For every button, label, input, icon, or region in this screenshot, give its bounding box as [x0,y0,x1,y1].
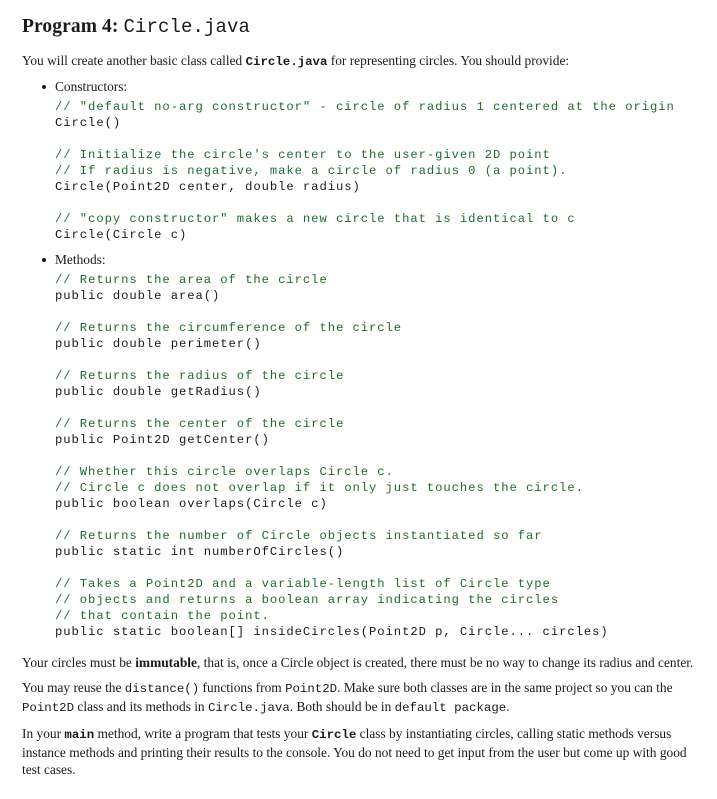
constructors-code-block [55,99,698,243]
para3-c2: Circle [311,728,357,742]
para2-c3: Point2D [22,701,75,715]
constructor-block [55,147,698,195]
code-comment-line: // Circle c does not overlap if it only just touches the circle. [55,481,584,495]
program-heading [22,16,698,38]
method-block [55,320,698,352]
code-signature-line: public static boolean[] insideCircles(Point2D p, Circle... circles) [55,625,609,639]
code-comment-line: // Returns the number of Circle objects instantiated so far [55,529,543,543]
intro-paragraph [22,52,698,71]
code-comment-line: // Takes a Point2D and a variable-length list of Circle type [55,577,551,591]
reuse-paragraph [22,679,698,717]
method-block [55,272,698,304]
code-comment-line: // Initialize the circle's center to the user-given 2D point [55,148,551,162]
para3-s1: In your [22,726,65,741]
code-comment-line: // Returns the center of the circle [55,417,345,431]
code-signature-line: public boolean overlaps(Circle c) [55,497,328,511]
para2-s4: class and its methods in [74,699,208,714]
method-block [55,416,698,448]
methods-code-block [55,272,698,640]
code-comment-line: // that contain the point. [55,609,270,623]
constructor-block [55,99,698,131]
code-comment-line: // Returns the circumference of the circle [55,321,403,335]
immutable-paragraph [22,654,698,671]
requirements-list [22,78,698,95]
para2-s6: . [506,699,510,714]
code-signature-line: Circle(Point2D center, double radius) [55,180,361,194]
heading-prefix: Program 4: [22,16,124,37]
code-comment-line: // Returns the radius of the circle [55,369,345,383]
code-signature-line: public double getRadius() [55,385,262,399]
para3-c1: main [64,728,95,742]
constructors-bullet [22,78,698,95]
code-comment-line: // If radius is negative, make a circle of radius 0 (a point). [55,164,568,178]
code-signature-line: public double area() [55,289,221,303]
para2-c4: Circle.java [207,701,290,715]
constructor-block [55,211,698,243]
para3-s3: class by instantiating circles, calling static methods versus instance methods and printing their results to the console. You do not need to get input from the user but come up with good test cases. [22,726,687,777]
para1-after: , that is, once a Circle object is created, there must be no way to change its radius and center. [196,655,694,670]
para2-c1: distance() [124,682,200,696]
intro-code: Circle.java [245,55,328,69]
method-block [55,464,698,512]
para2-s2: functions from [199,680,286,695]
para1-strong: immutable [135,655,197,670]
code-comment-line: // Returns the area of the circle [55,273,328,287]
code-signature-line: Circle(Circle c) [55,228,188,242]
main-method-paragraph [22,725,698,778]
code-comment-line: // "copy constructor" makes a new circle that is identical to c [55,212,576,226]
requirements-list-methods [22,251,698,268]
document-page [22,16,698,778]
methods-bullet [22,251,698,268]
methods-label: Methods: [55,252,106,267]
para2-s3: . Make sure both classes are in the same project so you can the [337,680,673,695]
para2-s1: You may reuse the [22,680,125,695]
code-comment-line: // Whether this circle overlaps Circle c. [55,465,394,479]
intro-text-before: You will create another basic class called [22,53,246,68]
code-comment-line: // objects and returns a boolean array indicating the circles [55,593,560,607]
constructors-label: Constructors: [55,79,128,94]
code-signature-line: public Point2D getCenter() [55,433,270,447]
method-block [55,528,698,560]
method-block [55,368,698,400]
heading-code: Circle.java [123,16,250,38]
code-signature-line: Circle() [55,116,122,130]
code-comment-line: // "default no-arg constructor" - circle of radius 1 centered at the origin [55,100,675,114]
para2-s5: . Both should be in [289,699,395,714]
para3-s2: method, write a program that tests your [94,726,312,741]
para2-c2: Point2D [285,682,338,696]
intro-text-after: for representing circles. You should provide: [327,53,570,68]
method-block [55,576,698,640]
code-signature-line: public double perimeter() [55,337,262,351]
para2-c5: default package [394,701,507,715]
para1-before: Your circles must be [22,655,136,670]
code-signature-line: public static int numberOfCircles() [55,545,345,559]
